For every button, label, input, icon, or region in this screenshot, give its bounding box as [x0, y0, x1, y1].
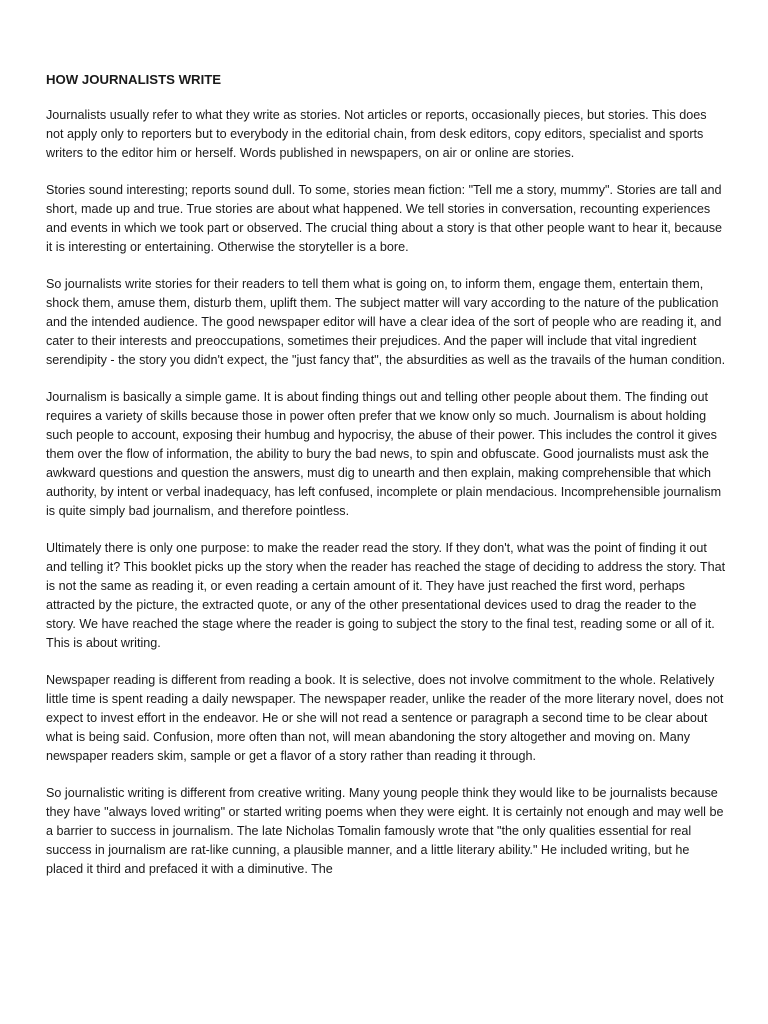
- paragraph-1: Journalists usually refer to what they write as stories. Not articles or reports, occasionally pieces, but stories. This does not apply only to reporters but to everybody in the editorial chain, from desk editors, copy editors, specialist and sports writers to the editor him or herself. Words published in newspapers, on air or online are stories.: [46, 108, 707, 160]
- document-title: HOW JOURNALISTS WRITE: [46, 72, 222, 87]
- paragraph-3: So journalists write stories for their readers to tell them what is going on, to inform them, engage them, entertain them, shock them, amuse them, disturb them, uplift them. The subject matter will vary according to the nature of the publication and the intended audience. The good newspaper editor will have a clear idea of the sort of people who are reading it, and cater to their interests and preoccupations, sometimes their prejudices. And the paper will include that vital ingredient serendipity - the story you didn't expect, the "just fancy that", the absurdities as well as the travails of the human condition.: [46, 277, 726, 367]
- paragraph-6: Newspaper reading is different from reading a book. It is selective, does not involve commitment to the whole. Relatively little time is spent reading a daily newspaper. The newspaper reader, unlike the reader of the more literary novel, does not expect to invest effort in the endeavor. He or she will not read a sentence or paragraph a second time to be clear about what is being said. Confusion, more often than not, will mean abandoning the story altogether and moving on. Many newspaper readers skim, sample or get a flavor of a story rather than reading it through.: [46, 673, 724, 763]
- paragraph-2: Stories sound interesting; reports sound dull. To some, stories mean fiction: "Tell me a story, mummy". Stories are tall and short, made up and true. True stories are about what happened. We tell stories in conversation, recounting experiences and events in which we took part or observed. The crucial thing about a story is that other people want to hear it, because it is interesting or entertaining. Otherwise the storyteller is a bore.: [46, 183, 723, 254]
- paragraph-7: So journalistic writing is different from creative writing. Many young people think they would like to be journalists because they have "always loved writing" or started writing poems when they were eight. It is certainly not enough and may well be a barrier to success in journalism. The late Nicholas Tomalin famously wrote that "the only qualities essential for real success in journalism are rat-like cunning, a plausible manner, and a little literary ability." He included writing, but he placed it third and prefaced it with a diminutive. The: [46, 786, 724, 876]
- document-page: [46, 70, 726, 897]
- paragraph-4: Journalism is basically a simple game. It is about finding things out and telling other people about them. The finding out requires a variety of skills because those in power often prefer that we know only so much. Journalism is about holding such people to account, exposing their humbug and hypocrisy, the abuse of their power. This includes the control it gives them over the flow of information, the ability to bury the bad news, to spin and obfuscate. Good journalists must ask the awkward questions and question the answers, must dig to unearth and then explain, making comprehensible that which authority, by intent or verbal inadequacy, has left confused, incomplete or plain mendacious. Incomprehensible journalism is quite simply bad journalism, and therefore pointless.: [46, 390, 722, 518]
- paragraph-5: Ultimately there is only one purpose: to make the reader read the story. If they don't, what was the point of finding it out and telling it? This booklet picks up the story when the reader has reached the stage of deciding to address the story. That is not the same as reading it, or even reading a certain amount of it. They have just reached the first word, perhaps attracted by the picture, the extracted quote, or any of the other presentational devices used to drag the reader to the story. We have reached the stage where the reader is going to subject the story to the final test, reading some or all of it. This is about writing.: [46, 541, 726, 650]
